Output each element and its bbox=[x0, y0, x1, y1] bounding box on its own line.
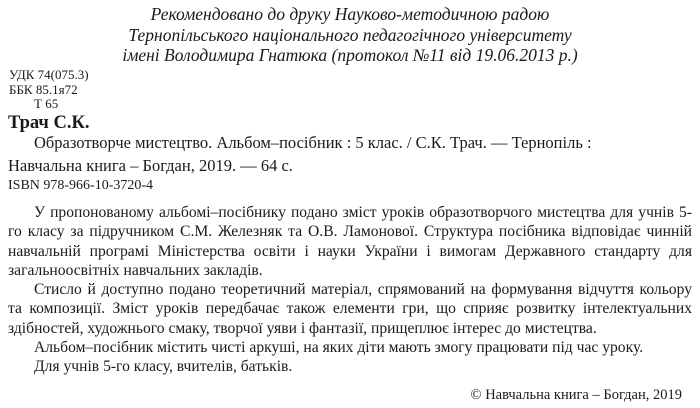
recommendation-line: імені Володимира Гнатюка (протокол №11 від 19.06.2013 р.) bbox=[122, 45, 578, 65]
annotation-paragraph: Стисло й доступно подано теоретичний матеріал, спрямований на формування відчуття кольору та композиції. Зміст уроків передбачає також елементи гри, що сприяє розвитку інтелектуальних здібностей, художнього смаку, творчої уяви і фантазії, прищеплює інтерес до мистецтва. bbox=[8, 281, 692, 337]
author-mark: Т 65 bbox=[34, 96, 59, 111]
annotation-paragraph: Для учнів 5-го класу, вчителів, батьків. bbox=[34, 358, 293, 376]
copyright-notice: © Навчальна книга – Богдан, 2019 bbox=[470, 387, 682, 403]
classification-codes bbox=[9, 68, 89, 112]
recommendation-block bbox=[0, 4, 700, 66]
isbn: ISBN 978-966-10-3720-4 bbox=[8, 178, 154, 193]
annotation bbox=[8, 203, 692, 377]
bibliographic-line: Образотворче мистецтво. Альбом–посібник : 5 клас. / С.К. Трач. — Тернопіль : bbox=[34, 133, 592, 152]
udk-code: УДК 74(075.3) bbox=[9, 67, 89, 82]
bbk-code: ББК 85.1я72 bbox=[9, 81, 78, 97]
bibliographic-description bbox=[8, 131, 694, 177]
bibliographic-line: Навчальна книга – Богдан, 2019. — 64 с. bbox=[8, 156, 293, 175]
annotation-paragraph: У пропонованому альбомі–посібнику подано зміст уроків образотворчого мистецтва для учнів 5-го класу за підручником С.М. Железняк та О.В. Ламонової. Структура посібника відповідає чинній навчальній програмі Міністерства освіти і науки України і вимогам Державного стандарту для загальноосвітніх навчальних закладів. bbox=[8, 204, 692, 279]
recommendation-line: Тернопільського національного педагогічного університету bbox=[128, 24, 572, 45]
author-heading: Трач С.К. bbox=[8, 113, 90, 133]
recommendation-line: Рекомендовано до друку Науково-методичною радою bbox=[150, 4, 550, 24]
annotation-paragraph: Альбом–посібник містить чисті аркуші, на яких діти мають змогу працювати під час уроку. bbox=[34, 339, 644, 357]
